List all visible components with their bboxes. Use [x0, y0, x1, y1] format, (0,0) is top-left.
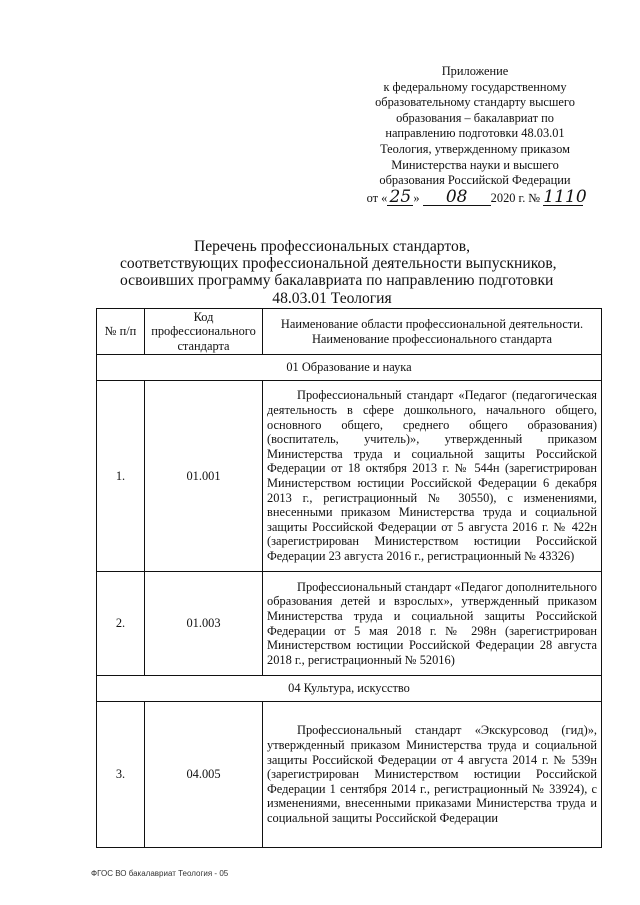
order-month: 08: [423, 190, 491, 206]
title-line: освоивших программу бакалавриата по направлению подготовки: [120, 272, 554, 290]
row-description-text: Профессиональный стандарт «Экскурсовод (гид)», утвержденный приказом Министерства труда и социальной защиты Российской Федерации от 4 августа 2014 г. № 539н (зарегистрирован Министерством юстиции Российской Федерации 1 сентября 2014 г., регистрационный № 33924), с изменениями, внесенными приказами Министерства труда и социальной защиты Российской Федерации: [267, 723, 597, 825]
appendix-line: направлению подготовки 48.03.01: [385, 126, 565, 141]
section-title: 01 Образование и наука: [97, 355, 602, 381]
appendix-line: Министерства науки и высшего: [391, 157, 559, 172]
order-reference: [365, 186, 587, 207]
order-number: 1110: [543, 186, 587, 207]
row-description-text: Профессиональный стандарт «Педагог дополнительного образования детей и взрослых», утвержденный приказом Министерства труда и социальной защиты Российской Федерации от 5 мая 2018 г. № 298н (зарегистрирован Министерством юстиции Российской Федерации 28 августа 2018 г., регистрационный № 52016): [267, 579, 597, 667]
row-code: 01.003: [145, 572, 263, 676]
order-prefix: от «: [366, 190, 388, 205]
appendix-line: Приложение: [441, 64, 509, 78]
section-title: 04 Культура, искусство: [97, 676, 602, 702]
order-year: 2020 г. №: [490, 190, 541, 205]
row-description: [263, 572, 602, 676]
order-mid: »: [413, 190, 423, 205]
table-row: [97, 702, 602, 848]
title-line: Перечень профессиональных стандартов,: [193, 238, 471, 255]
appendix-block: [365, 64, 585, 206]
row-number: 3.: [97, 702, 145, 848]
table-header-row: [97, 309, 602, 355]
page-footer: ФГОС ВО бакалавриат Теология - 05: [91, 869, 229, 878]
standards-table: [96, 308, 602, 848]
row-number: 1.: [97, 381, 145, 572]
appendix-line: к федеральному государственному: [383, 79, 567, 94]
row-description-text: Профессиональный стандарт «Педагог (педагогическая деятельность в сфере дошкольного, начального общего, основного общего, среднего общего образования) (воспитатель, учитель)», утвержденный приказом Министерства труда и социальной защиты Российской Федерации от 18 октября 2013 г. № 544н (зарегистрирован Министерством юстиции Российской Федерации 6 декабря 2013 г., регистрационный № 30550), с изменениями, внесенными приказом Министерства труда и социальной защиты Российской Федерации от 5 августа 2016 г. № 422н (зарегистрирован Министерством юстиции Российской Федерации 23 августа 2016 г., регистрационный № 43326): [267, 388, 597, 563]
row-code: 01.001: [145, 381, 263, 572]
row-number: 2.: [97, 572, 145, 676]
appendix-line: образовательному стандарту высшего: [375, 95, 575, 110]
appendix-line: образования Российской Федерации: [379, 173, 571, 188]
section-row: [97, 676, 602, 702]
appendix-line: Теология, утвержденному приказом: [380, 141, 570, 156]
title-line: соответствующих профессиональной деятельности выпускников,: [120, 255, 557, 273]
table-row: [97, 381, 602, 572]
row-code: 04.005: [145, 702, 263, 848]
header-code: Код профессионального стандарта: [145, 309, 263, 355]
row-description: [263, 702, 602, 848]
header-num: № п/п: [97, 309, 145, 355]
document-title: [120, 238, 557, 307]
row-description: [263, 381, 602, 572]
appendix-line: образования – бакалавриат по: [396, 110, 554, 125]
section-row: [97, 355, 602, 381]
header-name: Наименование области профессиональной деятельности. Наименование профессионального стандарта: [263, 309, 602, 355]
title-line: 48.03.01 Теология: [272, 289, 392, 307]
table-row: [97, 572, 602, 676]
order-day: 25: [387, 190, 413, 206]
